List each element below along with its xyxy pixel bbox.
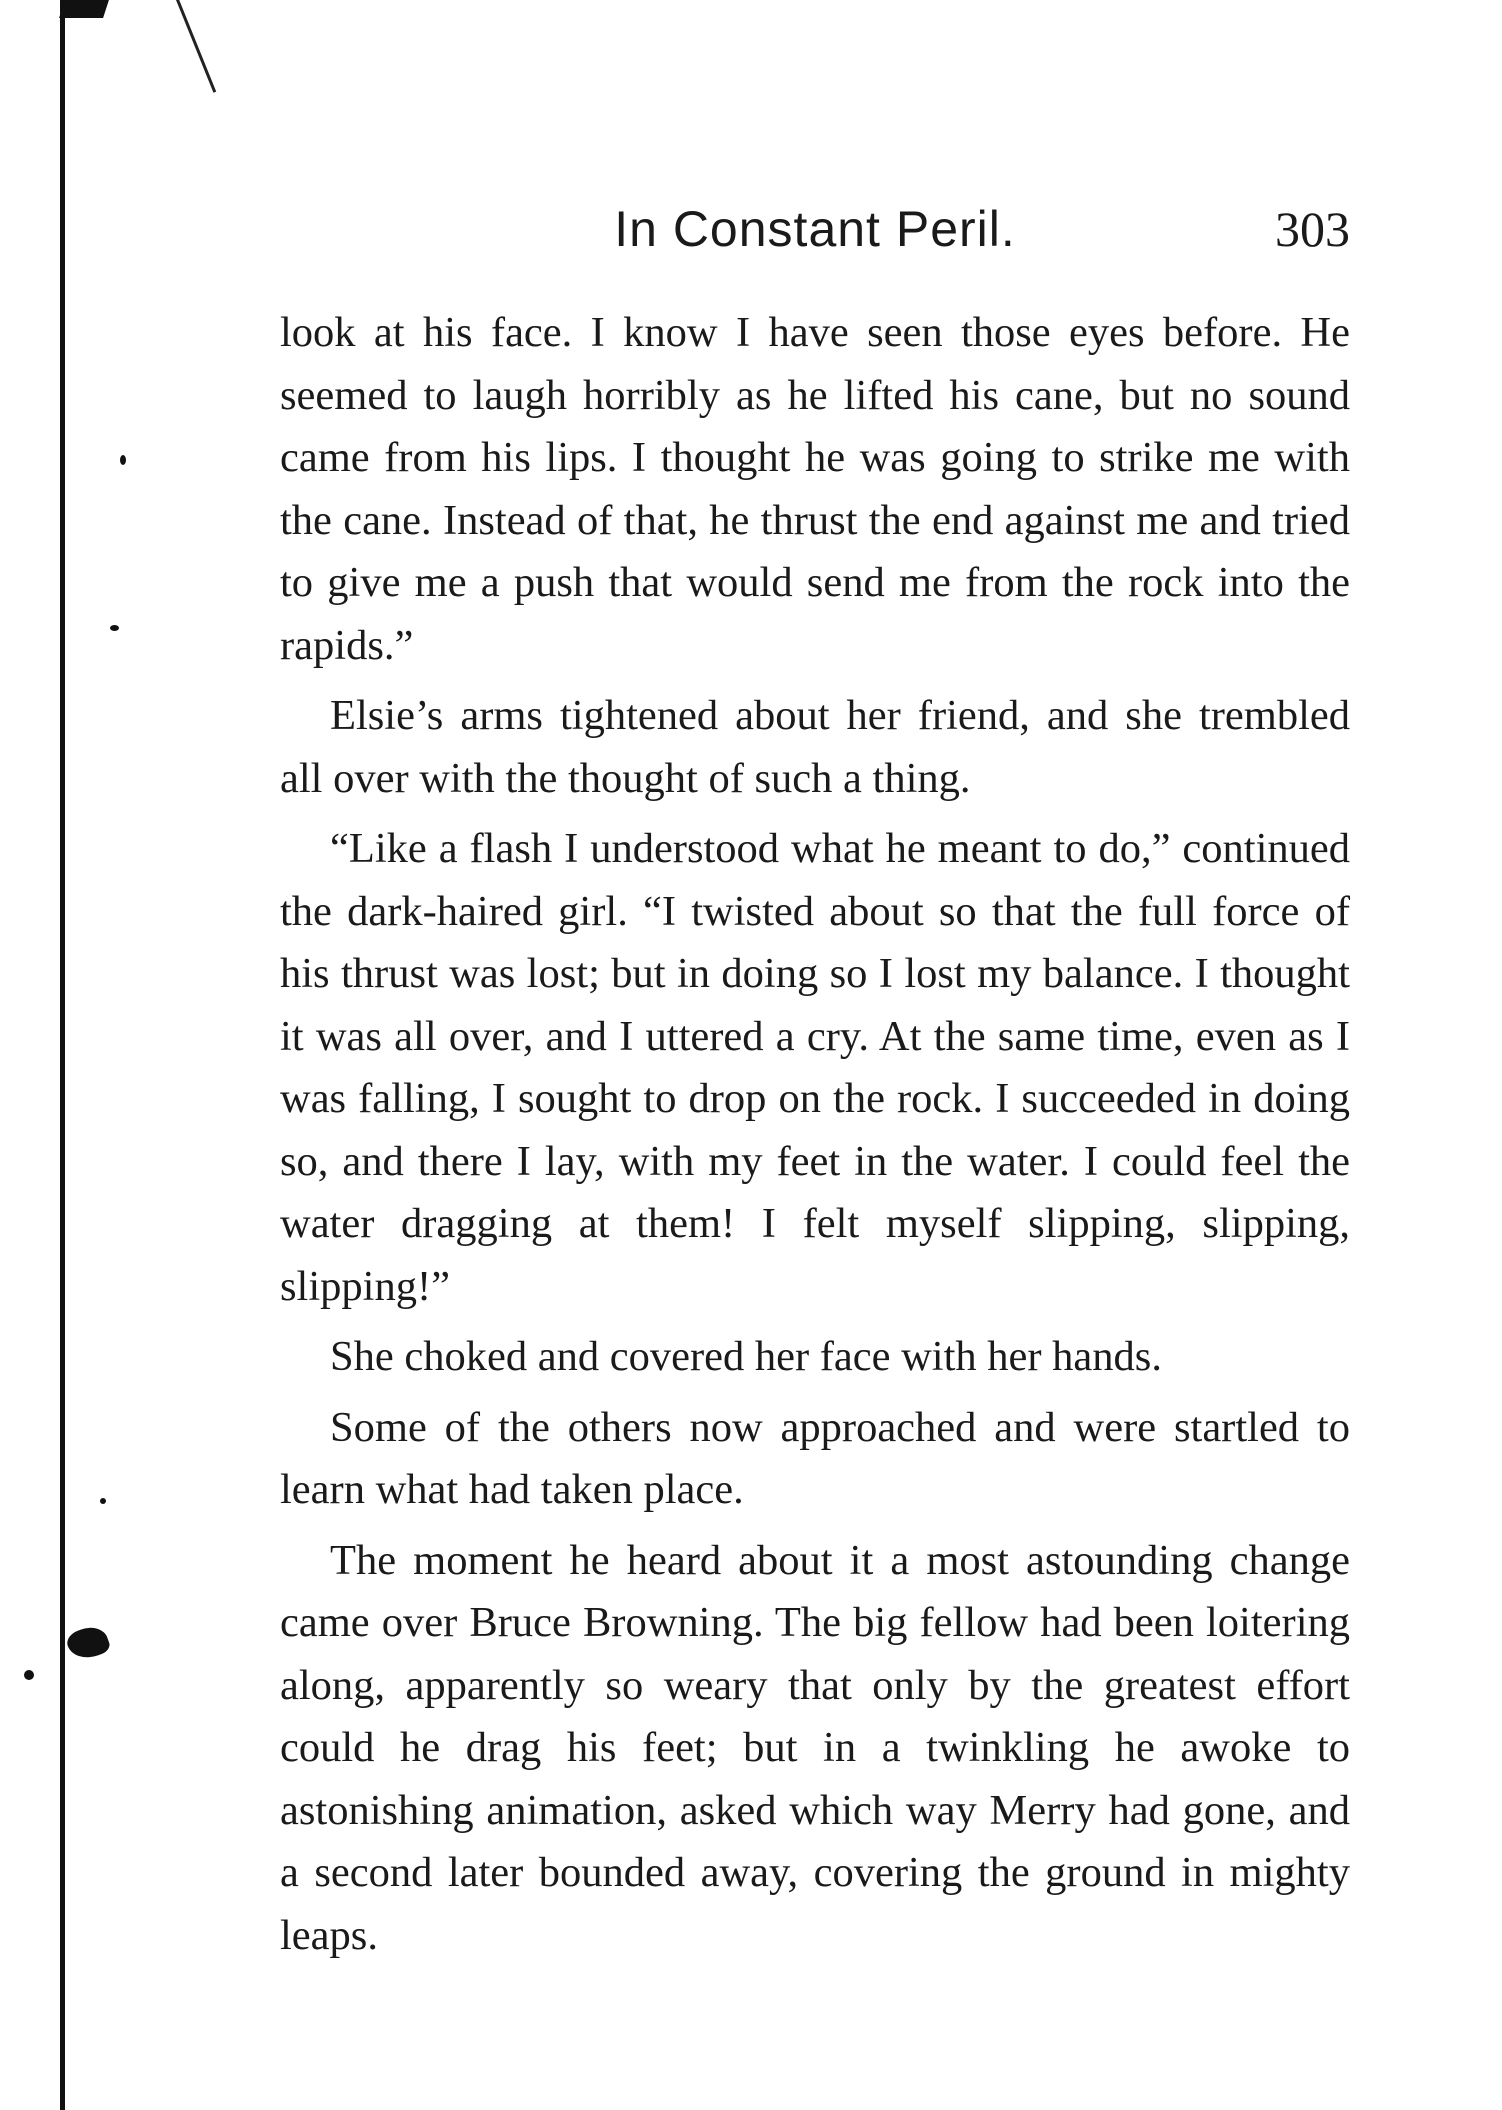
page-header (280, 200, 1350, 270)
ink-speck (24, 1670, 34, 1680)
running-title: In Constant Peril. (614, 201, 1016, 257)
paragraph: “Like a flash I understood what he meant to do,” continued the dark-haired girl. “I twisted about so that the full force of his thrust was lost; but in doing so I lost my balance. I thought it was all over, and I uttered a cry. At the same time, even as I was falling, I sought to drop on the rock. I succeeded in doing so, and there I lay, with my feet in the water. I could feel the water dragging at them! I felt myself slipping, slipping, slipping!” (280, 825, 1350, 1310)
paragraph: Some of the others now approached and were startled to learn what had taken place. (280, 1403, 1350, 1513)
ink-blot (64, 1622, 112, 1664)
ink-speck (120, 455, 126, 465)
paragraph: look at his face. I know I have seen those eyes before. He seemed to laugh horribly as he lifted his cane, but no sound came from his lips. I thought he was going to strike me with the cane. Instead of that, he thrust the end against me and tried to give me a push that would send me from the rock into the rapids.” (280, 309, 1350, 669)
scan-corner-mark (59, 0, 109, 18)
ink-speck (100, 1498, 106, 1504)
paragraph: The moment he heard about it a most astounding change came over Bruce Browning. The big fellow had been loitering along, apparently so weary that only by the greatest effort could he drag his feet; but in a twinkling he awoke to astonishing animation, asked which way Merry had gone, and a second later bounded away, covering the ground in mighty leaps. (280, 1536, 1350, 1959)
body-text (280, 302, 1350, 1975)
paragraph: She choked and covered her face with her hands. (330, 1333, 1162, 1380)
page-number: 303 (1275, 201, 1350, 257)
scan-edge-line (60, 0, 65, 2110)
scan-scratch (176, 0, 216, 93)
ink-speck (110, 625, 119, 631)
paragraph: Elsie’s arms tightened about her friend, and she trembled all over with the thought of such a thing. (280, 692, 1350, 802)
